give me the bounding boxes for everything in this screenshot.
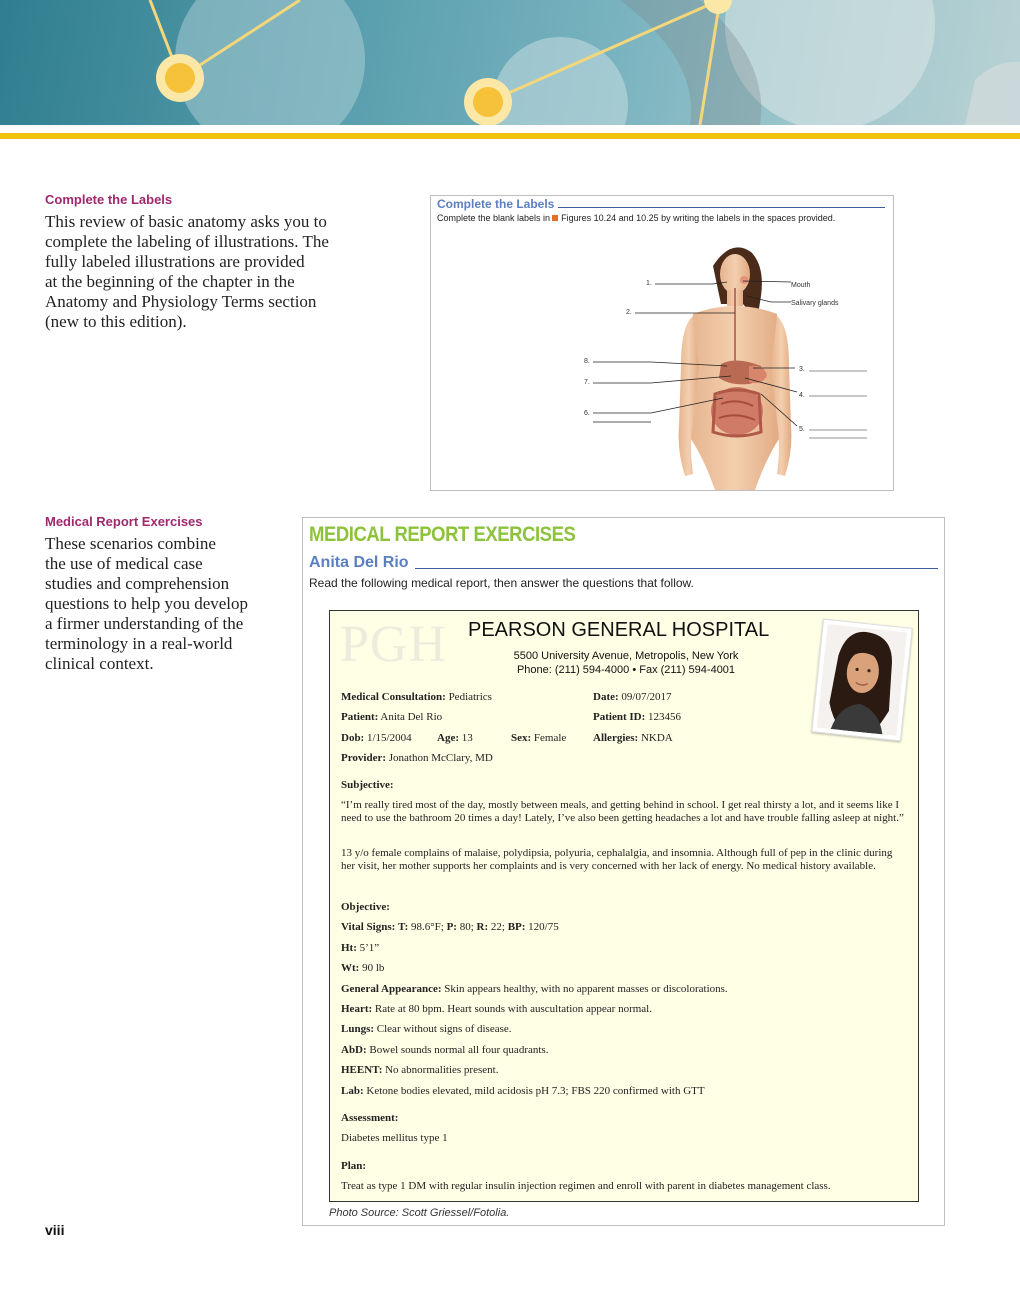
subjective-heading (341, 779, 394, 791)
field-value: Jonathon McClary, MD (388, 752, 493, 764)
sidebar-text-line: at the beginning of the chapter in the (45, 272, 295, 291)
report-instruction: Read the following medical report, then answer the questions that follow. (309, 576, 694, 590)
height-line (341, 942, 379, 954)
section-label: Subjective: (341, 779, 394, 791)
patient-id-line (593, 711, 681, 723)
sex-line (511, 732, 566, 744)
patient-name-heading: Anita Del Rio (309, 554, 415, 572)
field-value: Anita Del Rio (380, 711, 443, 723)
lab-line (341, 1085, 705, 1097)
sidebar-text-line: clinical context. (45, 654, 154, 673)
field-label: Patient: (341, 711, 379, 723)
field-value: 120/75 (528, 921, 559, 933)
banner-divider (0, 133, 1020, 139)
sidebar-text-line: the use of medical case (45, 554, 203, 573)
patient-photo (811, 619, 912, 742)
digestive-system-figure (431, 226, 893, 490)
field-value: No abnormalities present. (385, 1064, 499, 1076)
field-value: Bowel sounds normal all four quadrants. (369, 1044, 549, 1056)
sidebar-heading-report: Medical Report Exercises (45, 514, 203, 529)
sidebar-text-report (45, 534, 248, 674)
sidebar-text-line: a firmer understanding of the (45, 614, 244, 633)
hospital-logo: PGH (340, 616, 448, 673)
consultation-line (341, 691, 492, 703)
field-value: 22; (490, 921, 505, 933)
labels-exercise-box (430, 195, 894, 491)
sidebar-text-line: fully labeled illustrations are provided (45, 252, 305, 271)
orange-square-icon (552, 215, 558, 221)
field-label: P: (446, 921, 457, 933)
report-box-title: MEDICAL REPORT EXERCISES (309, 523, 576, 546)
provider-line (341, 752, 493, 764)
label-number: 1. (646, 280, 652, 287)
instruction-text: Figures 10.24 and 10.25 by writing the labels in the spaces provided. (561, 213, 836, 223)
general-appearance-line (341, 983, 728, 995)
field-label: HEENT: (341, 1064, 383, 1076)
section-label: Plan: (341, 1160, 367, 1172)
labels-box-instruction (437, 213, 835, 223)
label-number: 8. (584, 358, 590, 365)
field-label: Age: (437, 732, 459, 744)
field-value: 13 (461, 732, 473, 744)
sidebar-heading-labels: Complete the Labels (45, 192, 173, 207)
age-line (437, 732, 473, 744)
field-label: Heart: (341, 1003, 373, 1015)
field-value: Pediatrics (448, 691, 492, 703)
field-value: Skin appears healthy, with no apparent masses or discolorations. (444, 983, 728, 995)
weight-line (341, 962, 384, 974)
field-label: Lungs: (341, 1023, 375, 1035)
assessment-text: Diabetes mellitus type 1 (341, 1132, 448, 1144)
sidebar-text-line: studies and comprehension (45, 574, 230, 593)
section-label: Assessment: (341, 1112, 399, 1124)
sidebar-text-line: (new to this edition). (45, 312, 187, 331)
objective-heading (341, 901, 390, 913)
label-salivary-glands: Salivary glands (791, 300, 839, 307)
field-value: Female (533, 732, 567, 744)
vital-signs-line (341, 921, 559, 933)
allergies-line (593, 732, 673, 744)
field-value: 09/07/2017 (621, 691, 672, 703)
field-label: Wt: (341, 962, 360, 974)
field-label: General Appearance: (341, 983, 442, 995)
field-label: Ht: (341, 942, 357, 954)
hospital-name: PEARSON GENERAL HOSPITAL (468, 619, 770, 641)
field-label: Vital Signs: (341, 921, 396, 933)
heent-line (341, 1064, 498, 1076)
sidebar-text-labels (45, 212, 329, 332)
field-label: Allergies: (593, 732, 639, 744)
field-label: Provider: (341, 752, 387, 764)
lungs-line (341, 1023, 512, 1035)
sidebar-text-line: Anatomy and Physiology Terms section (45, 292, 317, 311)
section-label: Objective: (341, 901, 390, 913)
field-label: T: (398, 921, 409, 933)
decorative-banner (0, 0, 1020, 125)
field-value: 98.6°F; (410, 921, 444, 933)
label-number: 6. (584, 410, 590, 417)
patient-line (341, 711, 442, 723)
hospital-report (329, 610, 919, 1202)
instruction-text: Complete the blank labels in (437, 213, 551, 223)
sidebar-text-line: complete the labeling of illustrations. The (45, 232, 329, 251)
sidebar-text-line: These scenarios combine (45, 534, 216, 553)
plan-heading (341, 1160, 366, 1172)
label-number: 4. (799, 392, 805, 399)
dob-line (341, 732, 412, 744)
field-value: NKDA (640, 732, 673, 744)
field-label: Sex: (511, 732, 532, 744)
date-line (593, 691, 672, 703)
phone-line: Phone: (211) 594-4000 • Fax (211) 594-4001 (516, 664, 736, 676)
label-number: 5. (799, 426, 805, 433)
photo-source-caption: Photo Source: Scott Griessel/Fotolia. (329, 1207, 510, 1219)
address-line: 5500 University Avenue, Metropolis, New York (513, 650, 739, 662)
field-value: 80; (459, 921, 474, 933)
label-number: 2. (626, 309, 632, 316)
field-label: Medical Consultation: (341, 691, 446, 703)
patient-quote: “I’m really tired most of the day, mostly between meals, and getting behind in school. I get real thirsty a lot, and it seems like I need to use the bathroom 20 times a day! Lately, I’ve also been getting headaches a lot and have trouble falling asleep at night.” (341, 799, 904, 824)
plan-text: Treat as type 1 DM with regular insulin injection regimen and enroll with parent in diabetes management class. (341, 1180, 831, 1192)
subjective-summary: 13 y/o female complains of malaise, polydipsia, polyuria, cephalalgia, and insomnia. Although full of pep in the clinic during her visit, her mother supports her complaints and is very concerned with her lack of energy. No medical history available. (341, 847, 893, 872)
sidebar-text-line: questions to help you develop (45, 594, 249, 613)
field-value: Clear without signs of disease. (376, 1023, 512, 1035)
field-label: Patient ID: (593, 711, 646, 723)
field-label: R: (476, 921, 489, 933)
banner-molecule-graphic (0, 0, 1020, 125)
label-number: 7. (584, 379, 590, 386)
field-value: 123456 (648, 711, 681, 723)
field-value: 1/15/2004 (366, 732, 412, 744)
label-mouth: Mouth (791, 282, 811, 289)
hospital-address (470, 649, 782, 677)
field-label: Lab: (341, 1085, 364, 1097)
label-number: 3. (799, 366, 805, 373)
page-number: viii (45, 1222, 65, 1238)
field-label: Date: (593, 691, 619, 703)
field-value: 5’1” (359, 942, 380, 954)
field-value: Rate at 80 bpm. Heart sounds with auscultation appear normal. (374, 1003, 652, 1015)
sidebar-text-line: terminology in a real-world (45, 634, 233, 653)
field-label: Dob: (341, 732, 365, 744)
field-value: Ketone bodies elevated, mild acidosis pH 7.3; FBS 220 confirmed with GTT (366, 1085, 705, 1097)
assessment-heading (341, 1112, 398, 1124)
abdomen-line (341, 1044, 548, 1056)
field-label: AbD: (341, 1044, 367, 1056)
heart-line (341, 1003, 652, 1015)
medical-report-exercise-box (302, 517, 945, 1226)
patient-portrait-image (817, 624, 907, 736)
field-label: BP: (507, 921, 526, 933)
field-value: 90 lb (362, 962, 385, 974)
labels-box-title: Complete the Labels (437, 197, 558, 211)
sidebar-text-line: This review of basic anatomy asks you to (45, 212, 327, 231)
